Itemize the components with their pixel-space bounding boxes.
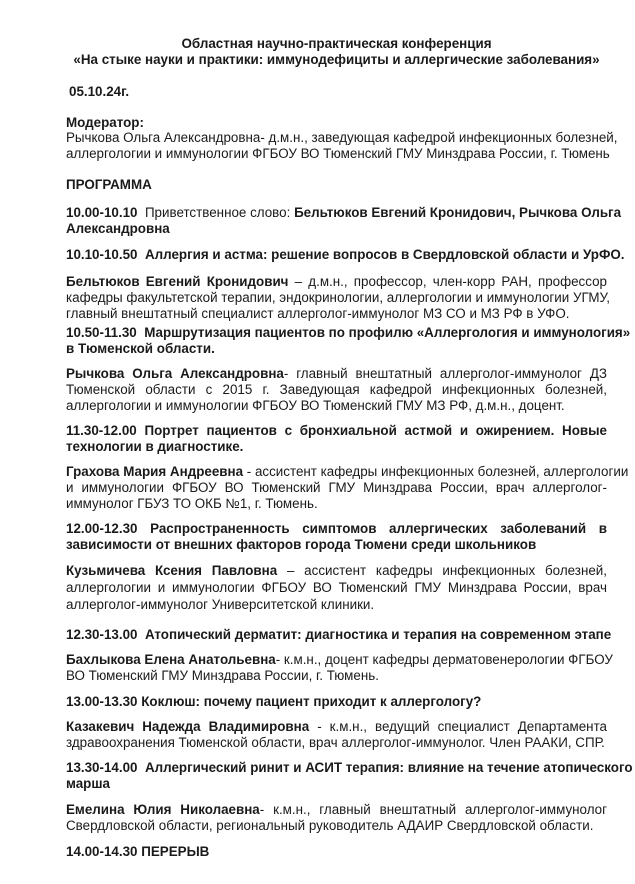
program-item-title <box>66 325 631 341</box>
program-item-title-cont: в Тюменской области. <box>66 341 215 356</box>
speaker-desc: - к.м.н., ведущий специалист Департамента <box>317 719 607 734</box>
speaker-line-1 <box>66 274 607 290</box>
program-item-title-cont: зависимости от внешних факторов города Тюмени среди школьников <box>66 537 537 552</box>
speaker-line-1 <box>66 719 607 735</box>
speaker-line-1 <box>66 802 607 818</box>
speaker-line-1 <box>66 563 607 579</box>
speaker-desc: – д.м.н., профессор, член-корр РАН, профессор <box>294 274 607 289</box>
item-time: 13.30-14.00 <box>66 760 138 775</box>
speaker-name: Бельтюков Евгений Кронидович <box>66 274 289 289</box>
speaker-line-2: кафедры факультетской терапии, эндокринологии, аллергологии и иммунологии УГМУ, <box>66 290 611 305</box>
speaker-line-2: здравоохранения Тюменской области, врач аллерголог-иммунолог. Член РААКИ, СПР. <box>66 735 605 750</box>
speaker-name: Бахлыкова Елена Анатольевна <box>66 652 276 667</box>
program-item-title <box>66 760 633 776</box>
conference-subtitle: «На стыке науки и практики: иммунодефициты и аллергические заболевания» <box>73 52 600 67</box>
program-item-break <box>66 844 607 860</box>
item-time: 10.50-11.30 <box>66 325 137 340</box>
speaker-line-1 <box>66 652 613 668</box>
program-item-title <box>66 521 607 537</box>
item-time: 10.10-10.50 <box>66 247 138 262</box>
item-time: 12.00-12.30 <box>66 521 138 536</box>
item-intro: Приветственное слово: <box>144 205 291 220</box>
item-time: 12.30-13.00 <box>66 627 138 642</box>
program-item-title <box>66 694 607 710</box>
speaker-name: Рычкова Ольга Александровна <box>66 366 284 381</box>
item-time: 14.00-14.30 <box>66 844 138 859</box>
item-speakers: Бельтюков Евгений Кронидович, Рычкова Ольга <box>294 205 622 220</box>
speaker-line-2: Свердловской области, региональный руководитель АДАИР Свердловской области. <box>66 818 594 833</box>
moderator-line-1: Рычкова Ольга Александровна- д.м.н., заведующая кафедрой инфекционных болезней, <box>66 130 618 145</box>
program-item-title-cont: технологии в диагностике. <box>66 439 244 454</box>
speaker-desc: - к.м.н., доцент кафедры дерматовенерологии ФГБОУ <box>275 652 613 667</box>
speaker-line-2: и иммунологии ФГБОУ ВО Тюменский ГМУ Минздрава России, врач аллерголог- <box>66 480 607 495</box>
item-time: 13.00-13.30 <box>66 694 138 709</box>
speaker-line-2: Тюменской области с 2015 г. Заведующая кафедрой инфекционных болезней, <box>66 382 607 397</box>
item-topic: Аллергия и астма: решение вопросов в Свердловской области и УрФО. <box>144 247 625 262</box>
program-item-title <box>66 205 622 221</box>
item-topic: ПЕРЕРЫВ <box>141 844 210 859</box>
item-topic: Аллергический ринит и АСИТ терапия: влияние на течение атопического <box>144 760 633 775</box>
conference-title: Областная научно-практическая конференция <box>181 36 492 51</box>
program-heading: ПРОГРАММА <box>66 177 152 192</box>
speaker-name: Грахова Мария Андреевна <box>66 464 244 479</box>
conference-date: 05.10.24г. <box>69 84 130 99</box>
speaker-line-1 <box>66 366 607 382</box>
moderator-line-2: аллергологии и иммунологии ФГБОУ ВО Тюменский ГМУ Минздрава России, г. Тюмень <box>66 146 610 161</box>
item-time: 11.30-12.00 <box>66 423 137 438</box>
item-topic: Коклюш: почему пациент приходит к аллергологу? <box>141 694 482 709</box>
speaker-line-3: аллергологии и иммунологии ФГБОУ ВО Тюменский ГМУ МЗ РФ, д.м.н., доцент. <box>66 398 565 413</box>
program-item-title <box>66 247 625 263</box>
speaker-name: Казакевич Надежда Владимировна <box>66 719 310 734</box>
speaker-line-3: аллерголог-иммунолог Университетской клиники. <box>66 597 375 612</box>
speaker-desc: - главный внештатный аллерголог-иммунолог ДЗ <box>283 366 607 381</box>
moderator-label: Модератор: <box>66 115 144 130</box>
speaker-line-2: аллергологии и иммунологии ФГБОУ ВО Тюменский ГМУ Минздрава России, врач <box>66 580 607 595</box>
program-item-title-cont: Александровна <box>66 221 170 236</box>
speaker-name: Емелина Юлия Николаевна <box>66 802 260 817</box>
speaker-desc: - к.м.н., главный внештатный аллерголог-иммунолог <box>259 802 607 817</box>
speaker-desc: – ассистент кафедры инфекционных болезней, <box>286 563 607 578</box>
item-topic: Атопический дерматит: диагностика и терапия на современном этапе <box>144 627 612 642</box>
item-topic: Маршрутизация пациентов по профилю «Аллергология и иммунология» <box>144 325 631 340</box>
program-item-title <box>66 627 612 643</box>
speaker-line-3: иммунолог ГБУЗ ТО ОКБ №1, г. Тюмень. <box>66 496 318 511</box>
speaker-line-2: ВО Тюменский ГМУ Минздрава России, г. Тюмень. <box>66 668 379 683</box>
item-topic: Распространенность симптомов аллергических заболеваний в <box>150 521 607 536</box>
program-item-title-cont: марша <box>66 776 110 791</box>
item-topic: Портрет пациентов с бронхиальной астмой и ожирением. Новые <box>144 423 607 438</box>
speaker-name: Кузьмичева Ксения Павловна <box>66 563 278 578</box>
speaker-desc: - ассистент кафедры инфекционных болезней, аллергологии <box>246 464 629 479</box>
speaker-line-3: главный внештатный специалист аллерголог-иммунолог МЗ СО и МЗ РФ в УФО. <box>66 306 570 321</box>
speaker-line-1 <box>66 464 629 480</box>
item-time: 10.00-10.10 <box>66 205 138 220</box>
program-item-title <box>66 423 607 439</box>
